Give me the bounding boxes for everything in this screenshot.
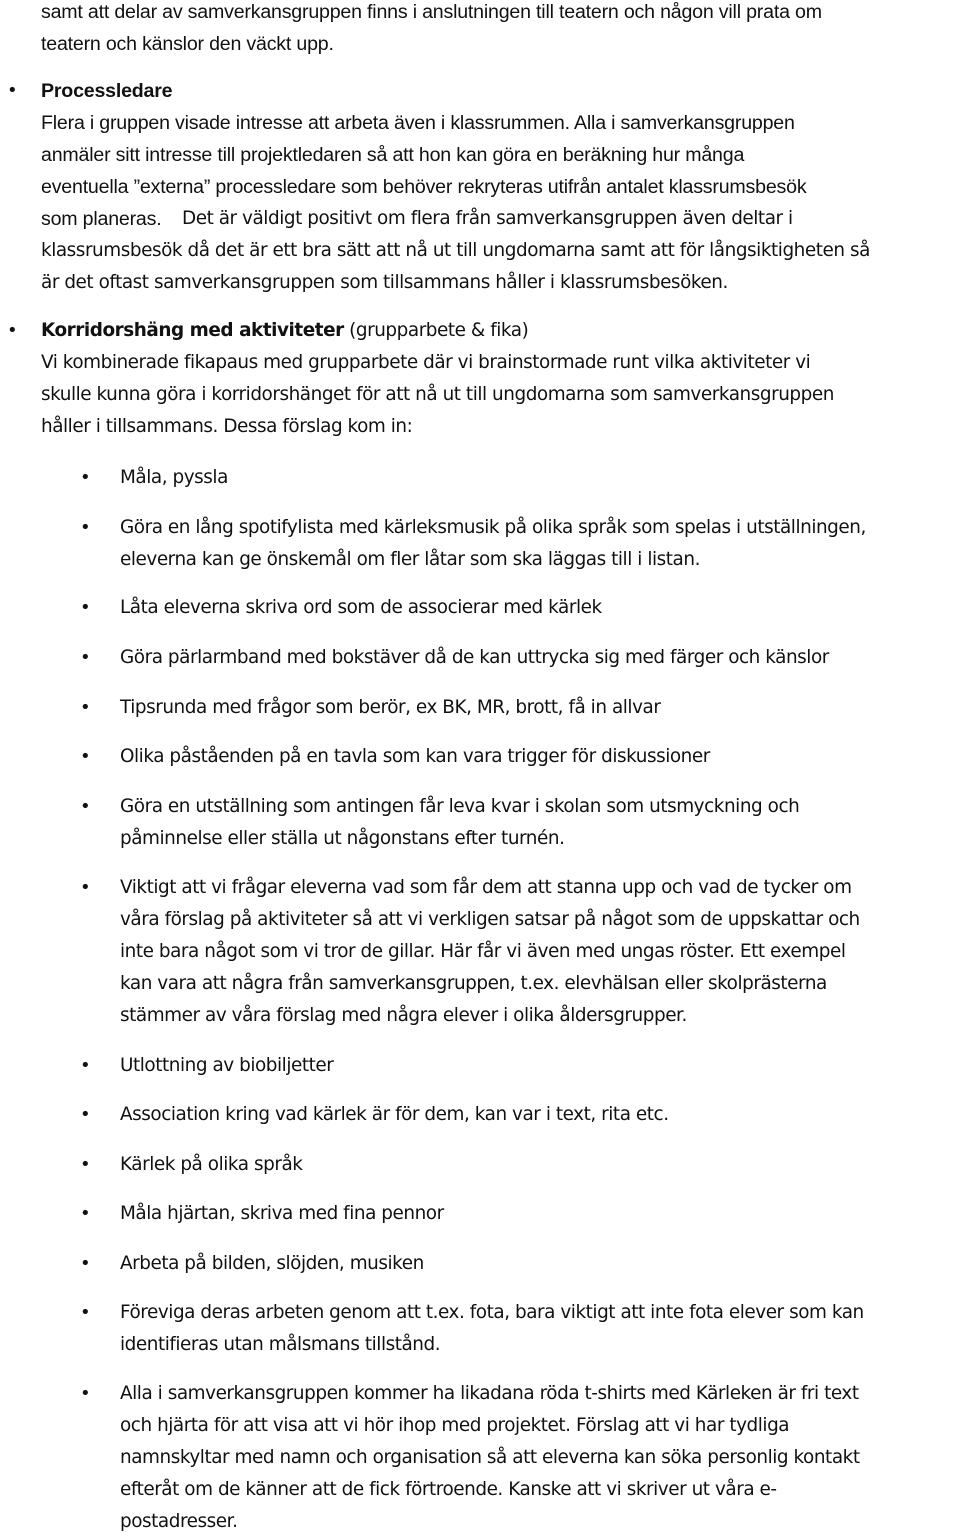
bullet-icon: •	[80, 517, 91, 538]
bullet-icon: •	[80, 467, 91, 488]
processledare-line: klassrumsbesök då det är ett bra sätt att nå ut till ungdomarna samt att för långsiktigheten så	[41, 240, 870, 261]
intro-line-2: teatern och känslor den väckt upp.	[41, 33, 334, 55]
bullet-icon: •	[80, 597, 91, 618]
suggestion-line: Alla i samverkansgruppen kommer ha likadana röda t-shirts med Kärleken är fri text	[120, 1383, 859, 1404]
suggestion-line: Viktigt att vi frågar eleverna vad som får dem att stanna upp och vad de tycker om	[120, 877, 852, 898]
bullet-icon: •	[80, 697, 91, 718]
processledare-line: Flera i gruppen visade intresse att arbeta även i klassrummen. Alla i samverkansgruppen	[41, 112, 795, 134]
suggestion-line: Kärlek på olika språk	[120, 1154, 303, 1175]
suggestion-line: och hjärta för att visa att vi hör ihop med projektet. Förslag att vi har tydliga	[120, 1415, 790, 1436]
suggestion-line: stämmer av våra förslag med några elever i olika åldersgrupper.	[120, 1005, 687, 1026]
suggestion-line: identifieras utan målsmans tillstånd.	[120, 1334, 441, 1355]
korridor-line: Vi kombinerade fikapaus med grupparbete där vi brainstormade runt vilka aktiviteter vi	[41, 352, 811, 373]
korridor-line: skulle kunna göra i korridorshänget för att nå ut till ungdomarna som samverkansgruppen	[41, 384, 834, 405]
bullet-icon: •	[80, 746, 91, 767]
bullet-icon: •	[80, 1253, 91, 1274]
korridor-heading-row	[41, 315, 528, 347]
suggestion-line: Måla hjärtan, skriva med fina pennor	[120, 1203, 444, 1224]
bullet-icon: •	[80, 1203, 91, 1224]
suggestion-line: Föreviga deras arbeten genom att t.ex. fota, bara viktigt att inte fota elever som kan	[120, 1302, 864, 1323]
suggestion-line: efteråt om de känner att de fick förtroende. Kanske att vi skriver ut våra e-	[120, 1479, 777, 1500]
suggestion-line: kan vara att några från samverkansgruppen, t.ex. elevhälsan eller skolprästerna	[120, 973, 827, 994]
processledare-heading: Processledare	[41, 80, 173, 102]
suggestion-line: Göra en lång spotifylista med kärleksmusik på olika språk som spelas i utställningen,	[120, 517, 866, 538]
intro-line-1: samt att delar av samverkansgruppen finns i anslutningen till teatern och någon vill prata om	[41, 1, 822, 23]
bullet-icon: •	[80, 1104, 91, 1125]
suggestion-line: Låta eleverna skriva ord som de associerar med kärlek	[120, 597, 602, 618]
processledare-line: som planeras.	[41, 208, 162, 230]
bullet-icon: •	[80, 1383, 91, 1404]
bullet-icon: •	[80, 1154, 91, 1175]
suggestion-line: påminnelse eller ställa ut någonstans efter turnén.	[120, 828, 565, 849]
suggestion-line: Göra en utställning som antingen får leva kvar i skolan som utsmyckning och	[120, 796, 800, 817]
bullet-icon: •	[80, 647, 91, 668]
suggestion-line: Association kring vad kärlek är för dem, kan var i text, rita etc.	[120, 1104, 669, 1125]
korridor-heading: Korridorshäng med aktiviteter	[41, 320, 344, 341]
bullet-icon: •	[7, 320, 18, 341]
suggestion-line: Arbeta på bilden, slöjden, musiken	[120, 1253, 424, 1274]
suggestion-line: Olika påståenden på en tavla som kan vara trigger för diskussioner	[120, 746, 710, 767]
suggestion-line: Utlottning av biobiljetter	[120, 1055, 334, 1076]
suggestion-line: Tipsrunda med frågor som berör, ex BK, MR, brott, få in allvar	[120, 697, 661, 718]
suggestion-line: eleverna kan ge önskemål om fler låtar som ska läggas till i listan.	[120, 549, 700, 570]
suggestion-line: Göra pärlarmband med bokstäver då de kan uttrycka sig med färger och känslor	[120, 647, 829, 668]
bullet-icon: •	[80, 1055, 91, 1076]
suggestion-line: Måla, pyssla	[120, 467, 228, 488]
suggestion-line: våra förslag på aktiviteter så att vi verkligen satsar på något som de uppskattar och	[120, 909, 860, 930]
bullet-icon: •	[80, 1302, 91, 1323]
korridor-heading-suffix: (grupparbete & fika)	[343, 320, 529, 341]
bullet-icon: •	[7, 80, 18, 101]
suggestion-line: postadresser.	[120, 1511, 238, 1532]
bullet-icon: •	[80, 796, 91, 817]
processledare-line: är det oftast samverkansgruppen som tillsammans håller i klassrumsbesöken.	[41, 272, 728, 293]
processledare-line: Det är väldigt positivt om flera från samverkansgruppen även deltar i	[182, 208, 793, 229]
suggestion-line: inte bara något som vi tror de gillar. Här får vi även med ungas röster. Ett exempel	[120, 941, 846, 962]
suggestion-line: namnskyltar med namn och organisation så att eleverna kan söka personlig kontakt	[120, 1447, 860, 1468]
korridor-line: håller i tillsammans. Dessa förslag kom in:	[41, 416, 413, 437]
processledare-line: eventuella ”externa” processledare som behöver rekryteras utifrån antalet klassrumsbesök	[41, 176, 807, 198]
processledare-line: anmäler sitt intresse till projektledaren så att hon kan göra en beräkning hur många	[41, 144, 745, 166]
bullet-icon: •	[80, 877, 91, 898]
